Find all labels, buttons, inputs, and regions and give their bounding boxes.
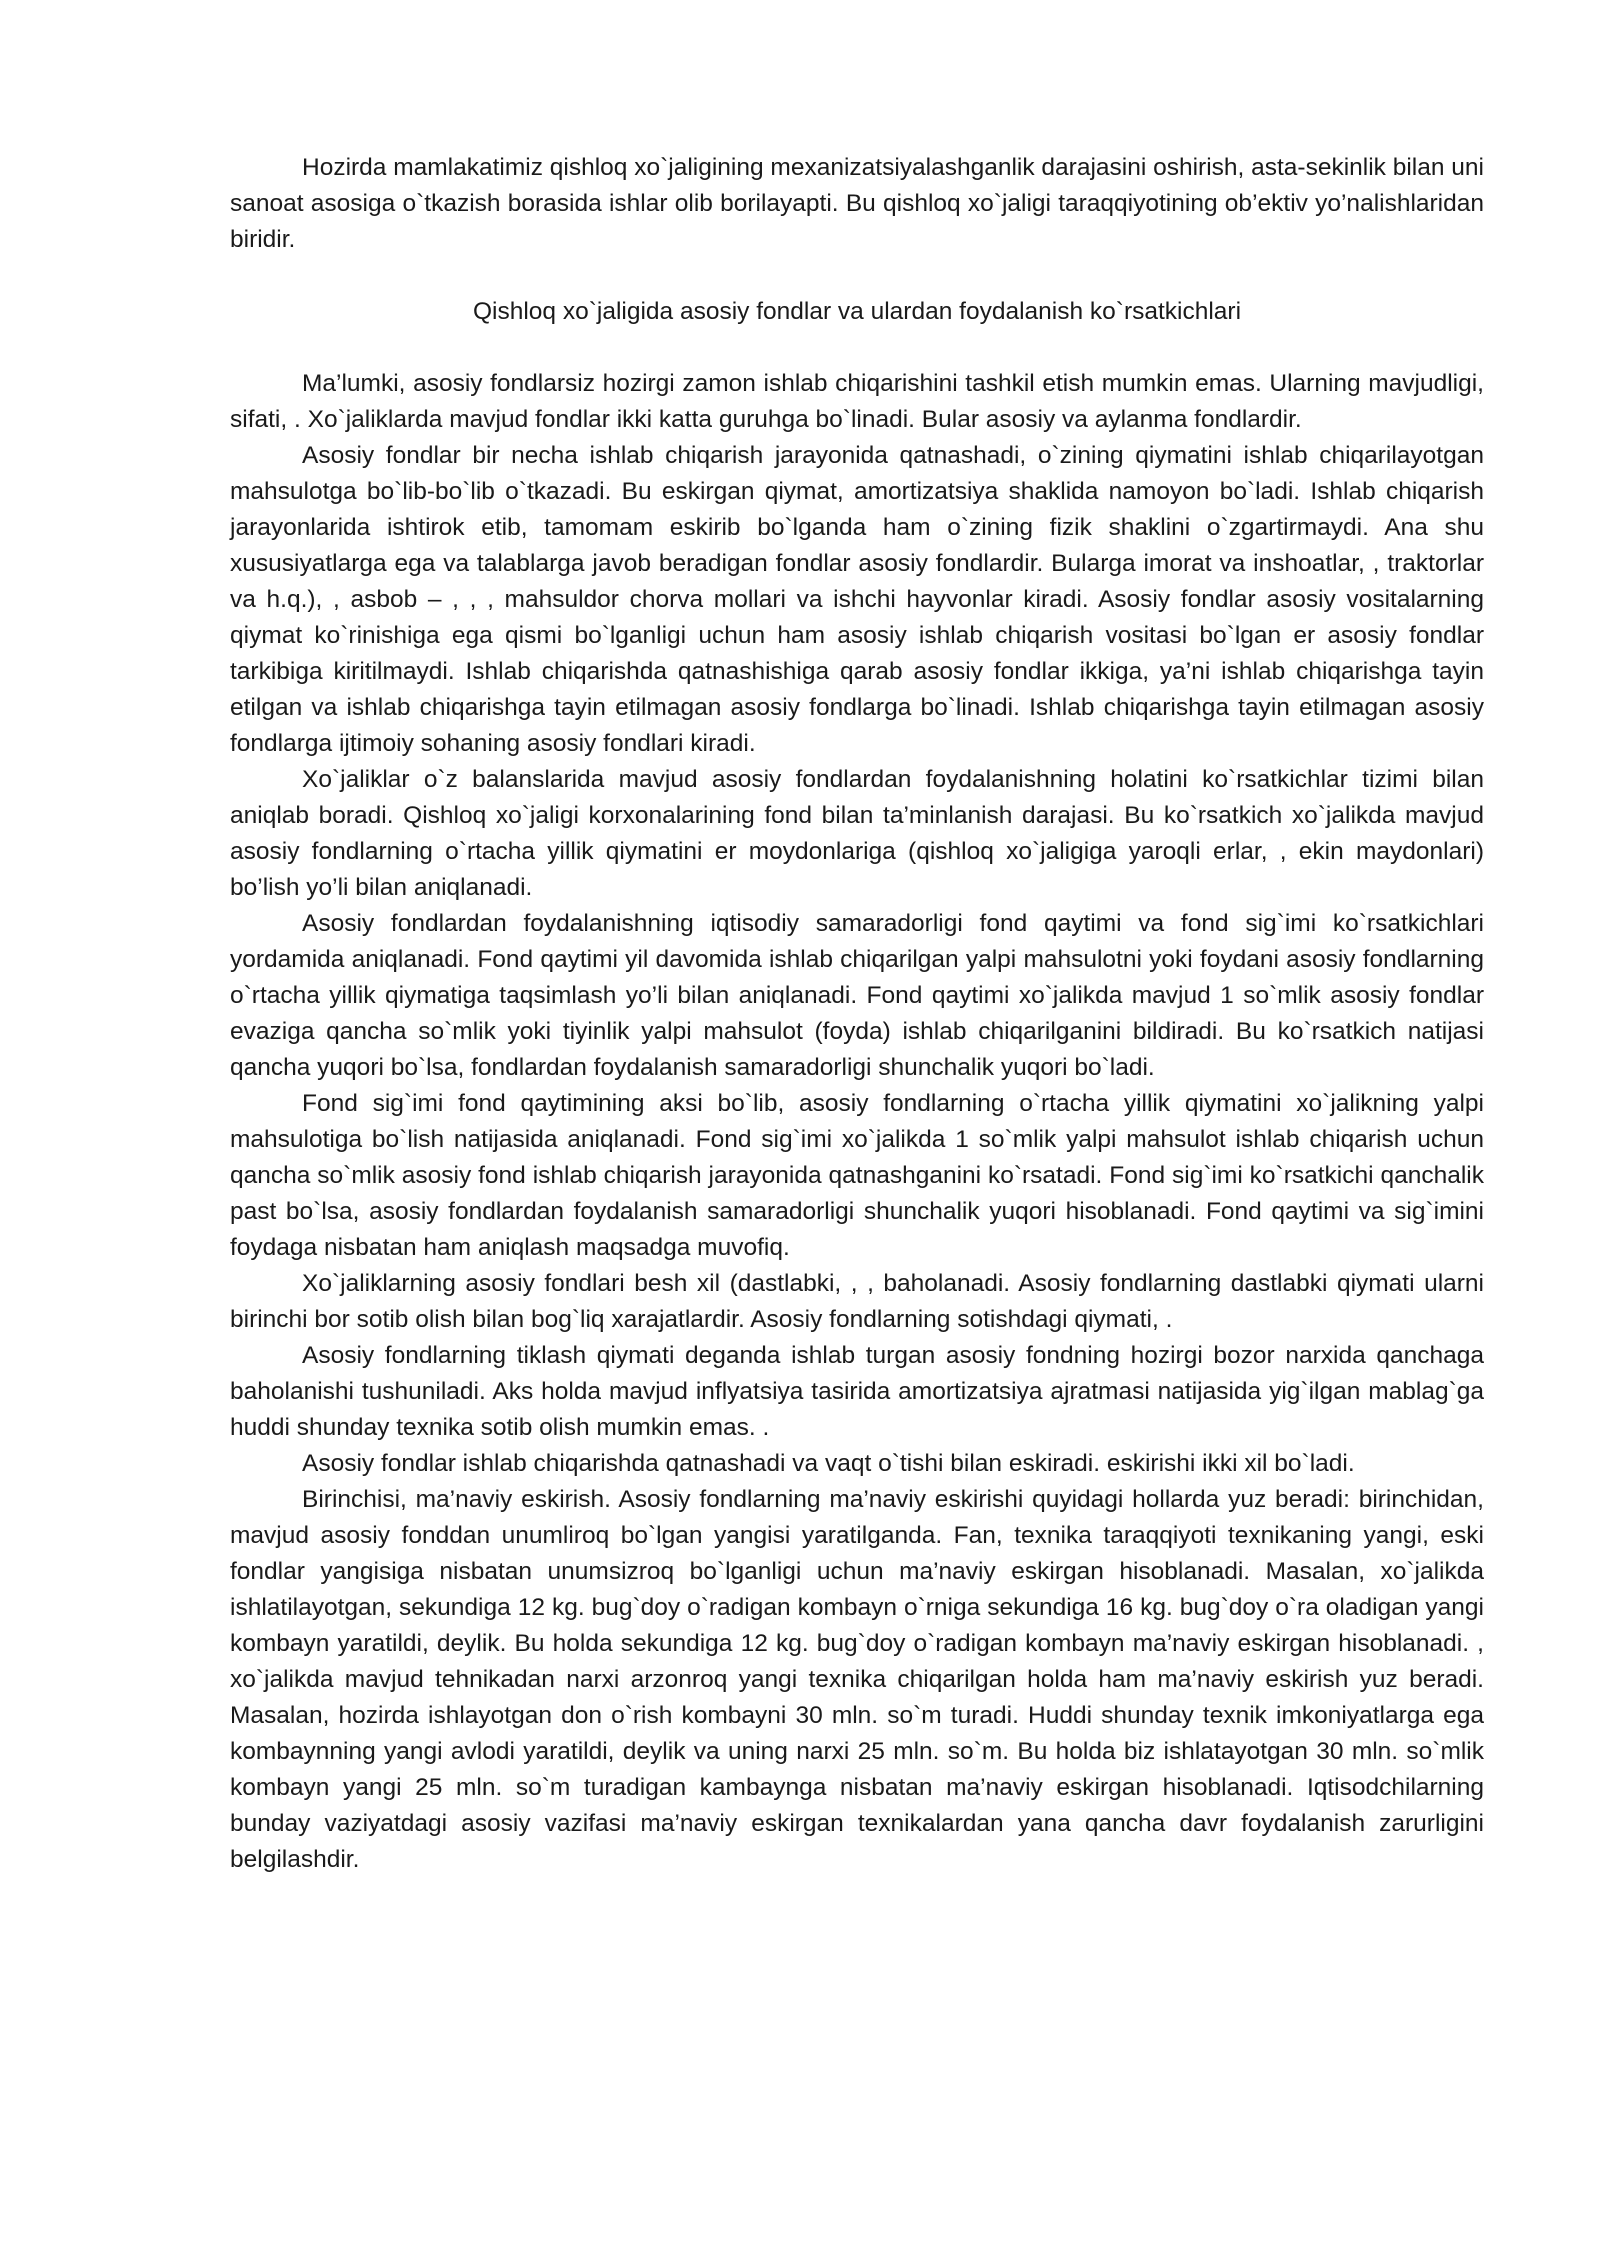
body-paragraph: Fond sig`imi fond qaytimining aksi bo`lib, asosiy fondlarning o`rtacha yillik qiymatini xo`jalikning yalpi mahsulotiga bo`lish natijasida aniqlanadi. Fond sig`imi xo`jalikda 1 so`mlik yalpi mahsulot ishlab chiqarish uchun qancha so`mlik asosiy fond ishlab chiqarish jarayonida qatnashganini ko`rsatadi. Fond sig`imi ko`rsatkichi qanchalik past bo`lsa, asosiy fondlardan foydalanish samaradorligi shunchalik yuqori hisoblanadi. Fond qaytimi va sig`imini foydaga nisbatan ham aniqlash maqsadga muvofiq.	[230, 1090, 1484, 1261]
body-paragraph: Xo`jaliklarning asosiy fondlari besh xil (dastlabki, , , baholanadi. Asosiy fondlarning dastlabki qiymati ularni birinchi bor sotib olish bilan bog`liq xarajatlardir. Asosiy fondlarning sotishdagi qiymati, .	[230, 1270, 1484, 1333]
intro-paragraph: Hozirda mamlakatimiz qishloq xo`jaligining mexanizatsiyalashganlik darajasini oshirish, asta-sekinlik bilan uni sanoat asosiga o`tkazish borasida ishlar olib borilayapti. Bu qishloq xo`jaligi taraqqiyotining ob’ektiv yo’nalishlaridan biridir.	[230, 154, 1484, 253]
body-paragraph: Asosiy fondlarning tiklash qiymati deganda ishlab turgan asosiy fondning hozirgi bozor narxida qanchaga baholanishi tushuniladi. Aks holda mavjud inflyatsiya tasirida amortizatsiya ajratmasi natijasida yig`ilgan mablag`ga huddi shunday texnika sotib olish mumkin emas. .	[230, 1342, 1484, 1441]
section-heading: Qishloq xo`jaligida asosiy fondlar va ulardan foydalanish ko`rsatkichlari	[472, 298, 1242, 325]
body-paragraph: Asosiy fondlardan foydalanishning iqtisodiy samaradorligi fond qaytimi va fond sig`imi ko`rsatkichlari yordamida aniqlanadi. Fond qaytimi yil davomida ishlab chiqarilgan yalpi mahsulotni yoki foydani asosiy fondlarning o`rtacha yillik qiymatiga taqsimlash yo’li bilan aniqlanadi. Fond qaytimi xo`jalikda mavjud 1 so`mlik asosiy fondlar evaziga qancha so`mlik yoki tiyinlik yalpi mahsulot (foyda) ishlab chiqarilganini bildiradi. Bu ko`rsatkich natijasi qancha yuqori bo`lsa, fondlardan foydalanish samaradorligi shunchalik yuqori bo`ladi.	[230, 910, 1484, 1081]
body-paragraph: Xo`jaliklar o`z balanslarida mavjud asosiy fondlardan foydalanishning holatini ko`rsatkichlar tizimi bilan aniqlab boradi. Qishloq xo`jaligi korxonalarining fond bilan ta’minlanish darajasi. Bu ko`rsatkich xo`jalikda mavjud asosiy fondlarning o`rtacha yillik qiymatini er moydonlariga (qishloq xo`jaligiga yaroqli erlar, , ekin maydonlari) bo’lish yo’li bilan aniqlanadi.	[230, 766, 1484, 901]
body-paragraph: Ma’lumki, asosiy fondlarsiz hozirgi zamon ishlab chiqarishini tashkil etish mumkin emas. Ularning mavjudligi, sifati, . Xo`jaliklarda mavjud fondlar ikki katta guruhga bo`linadi. Bular asosiy va aylanma fondlardir.	[230, 370, 1484, 433]
body-paragraph: Asosiy fondlar ishlab chiqarishda qatnashadi va vaqt o`tishi bilan eskiradi. eskirishi ikki xil bo`ladi.	[302, 1450, 1355, 1477]
document-page	[230, 150, 1484, 1878]
body-paragraph: Asosiy fondlar bir necha ishlab chiqarish jarayonida qatnashadi, o`zining qiymatini ishlab chiqarilayotgan mahsulotga bo`lib-bo`lib o`tkazadi. Bu eskirgan qiymat, amortizatsiya shaklida namoyon bo`ladi. Ishlab chiqarish jarayonlarida ishtirok etib, tamomam eskirib bo`lganda ham o`zining fizik shaklini o`zgartirmaydi. Ana shu xususiyatlarga ega va talablarga javob beradigan fondlar asosiy fondlardir. Bularga imorat va inshoatlar, , traktorlar va h.q.), , asbob – , , , mahsuldor chorva mollari va ishchi hayvonlar kiradi. Asosiy fondlar asosiy vositalarning qiymat ko`rinishiga ega qismi bo`lganligi uchun ham asosiy ishlab chiqarish vositasi bo`lgan er asosiy fondlar tarkibiga kiritilmaydi. Ishlab chiqarishda qatnashishiga qarab asosiy fondlar ikkiga, ya’ni ishlab chiqarishga tayin etilgan va ishlab chiqarishga tayin etilmagan asosiy fondlarga bo`linadi. Ishlab chiqarishga tayin etilmagan asosiy fondlarga ijtimoiy sohaning asosiy fondlari kiradi.	[230, 442, 1484, 757]
body-paragraph: Birinchisi, ma’naviy eskirish. Asosiy fondlarning ma’naviy eskirishi quyidagi hollarda yuz beradi: birinchidan, mavjud asosiy fonddan unumliroq bo`lgan yangisi yaratilganda. Fan, texnika taraqqiyoti texnikaning yangi, eski fondlar yangisiga nisbatan unumsizroq bo`lganligi uchun ma’naviy eskirgan hisoblanadi. Masalan, xo`jalikda ishlatilayotgan, sekundiga 12 kg. bug`doy o`radigan kombayn o`rniga sekundiga 16 kg. bug`doy o`ra oladigan yangi kombayn yaratildi, deylik. Bu holda sekundiga 12 kg. bug`doy o`radigan kombayn ma’naviy eskirgan hisoblanadi. , xo`jalikda mavjud tehnikadan narxi arzonroq yangi texnika chiqarilgan holda ham ma’naviy eskirish yuz beradi. Masalan, hozirda ishlayotgan don o`rish kombayni 30 mln. so`m turadi. Huddi shunday texnik imkoniyatlarga ega kombaynning yangi avlodi yaratildi, deylik va uning narxi 25 mln. so`m. Bu holda biz ishlatayotgan 30 mln. so`mlik kombayn yangi 25 mln. so`m turadigan kambaynga nisbatan ma’naviy eskirgan hisoblanadi. Iqtisodchilarning bunday vaziyatdagi asosiy vazifasi ma’naviy eskirgan texnikalardan yana qancha davr foydalanish zarurligini belgilashdir.	[230, 1486, 1484, 1873]
